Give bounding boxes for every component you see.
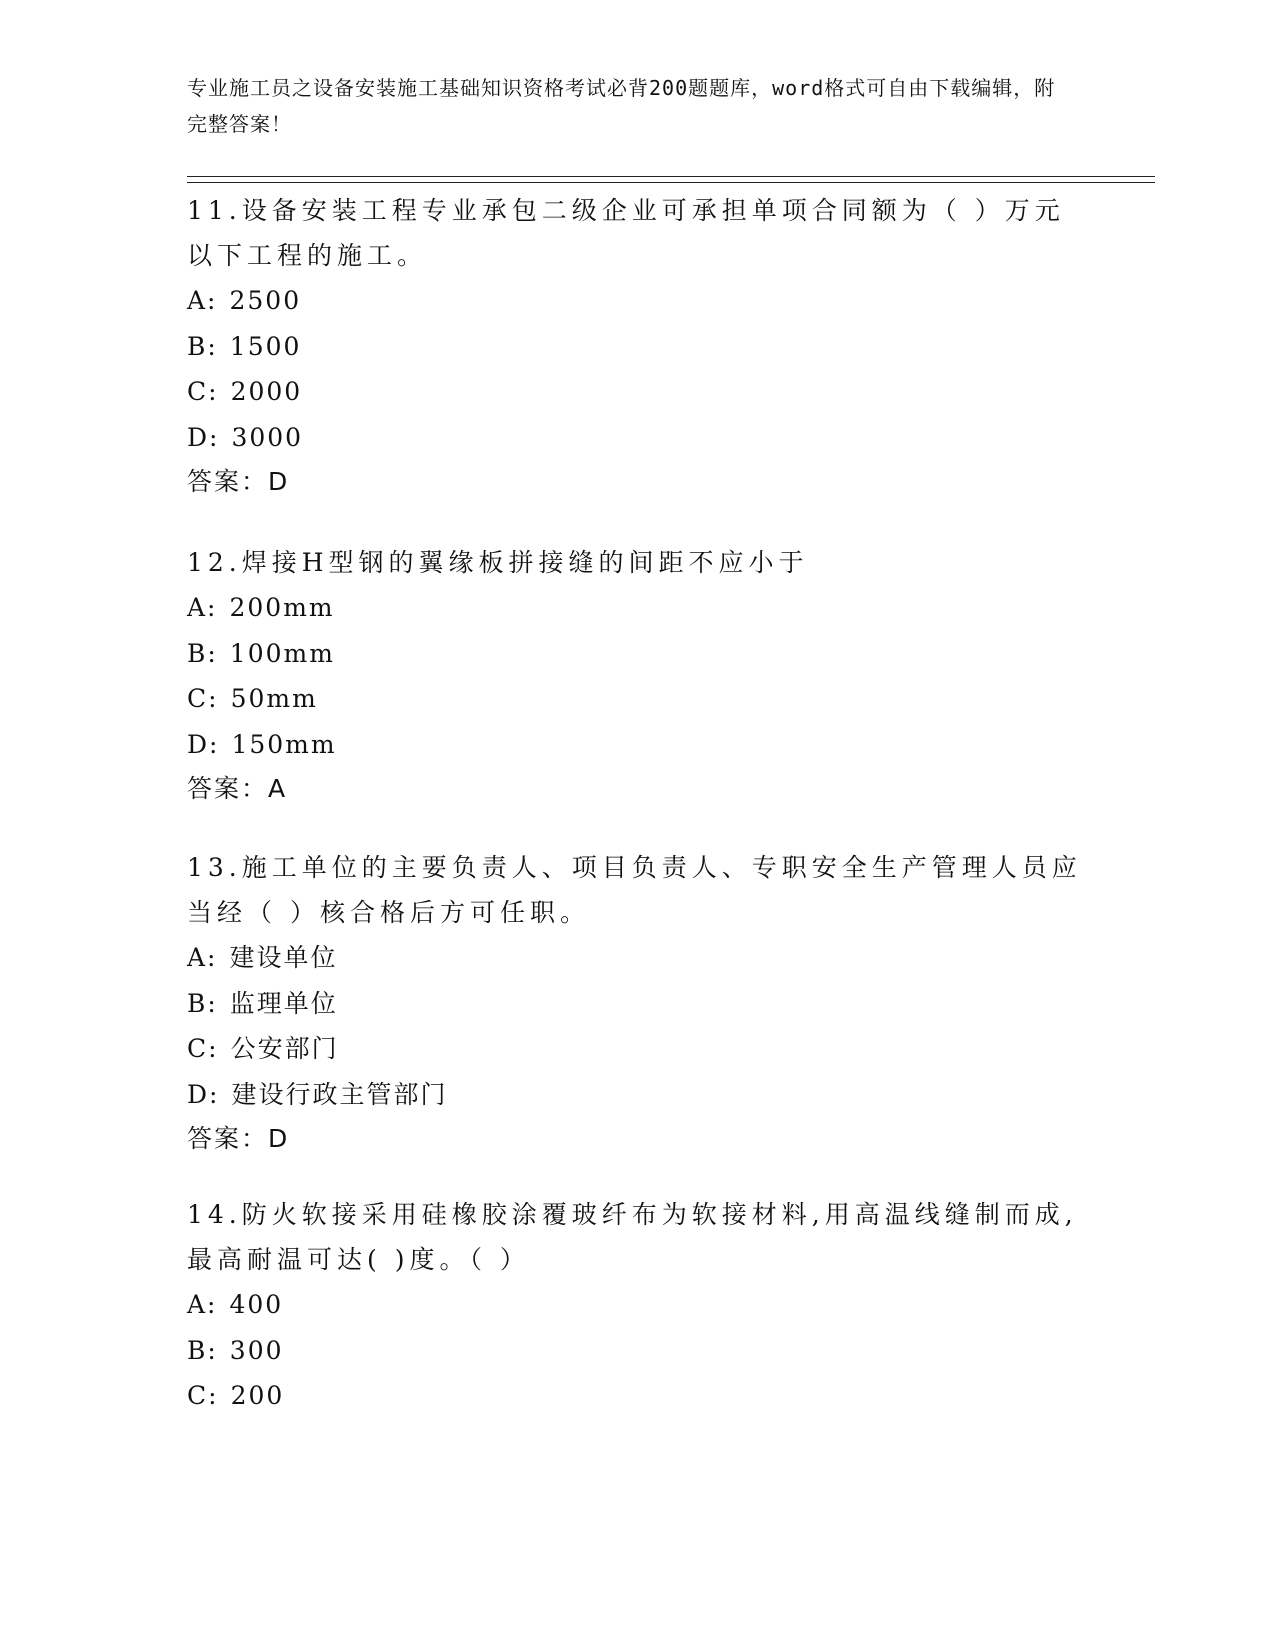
answer-text: 答案：D bbox=[187, 467, 290, 496]
option-c bbox=[187, 1026, 1087, 1072]
option-letter: C: bbox=[187, 1381, 219, 1410]
question-block-14 bbox=[187, 1192, 1087, 1419]
option-b bbox=[187, 1328, 1087, 1374]
option-value: 建设单位 bbox=[229, 943, 338, 972]
question-text: 11.设备安装工程专业承包二级企业可承担单项合同额为（ ）万元以下工程的施工。 bbox=[187, 196, 1065, 270]
option-d bbox=[187, 1072, 1087, 1118]
question-block-13 bbox=[187, 845, 1087, 1161]
option-letter: B: bbox=[187, 331, 218, 361]
option-b bbox=[187, 631, 1087, 677]
option-letter: D: bbox=[187, 729, 220, 759]
option-letter: D: bbox=[187, 422, 220, 452]
option-value: 100mm bbox=[229, 638, 335, 668]
option-value: 3000 bbox=[231, 422, 304, 452]
answer-text: 答案：D bbox=[187, 1124, 290, 1153]
option-value: 公安部门 bbox=[230, 1034, 339, 1063]
option-letter: B: bbox=[187, 1335, 218, 1365]
option-value: 300 bbox=[229, 1335, 284, 1365]
option-a bbox=[187, 585, 1087, 631]
option-letter: C: bbox=[187, 377, 219, 406]
question-block-12 bbox=[187, 540, 1087, 811]
option-a bbox=[187, 1282, 1087, 1328]
option-c bbox=[187, 676, 1087, 722]
question-text: 13.施工单位的主要负责人、项目负责人、专职安全生产管理人员应当经（ ）核合格后方可任职。 bbox=[187, 853, 1082, 927]
option-letter: A: bbox=[187, 593, 218, 622]
answer-text: 答案：A bbox=[187, 774, 288, 803]
option-value: 建设行政主管部门 bbox=[231, 1079, 448, 1109]
question-block-11 bbox=[187, 188, 1087, 504]
option-letter: B: bbox=[187, 988, 218, 1018]
option-value: 150mm bbox=[231, 729, 337, 759]
option-letter: A: bbox=[187, 943, 218, 972]
option-value: 200mm bbox=[229, 593, 335, 622]
option-b bbox=[187, 981, 1087, 1027]
header-divider-bottom bbox=[187, 182, 1155, 183]
option-letter: A: bbox=[187, 1290, 218, 1319]
option-letter: C: bbox=[187, 1034, 219, 1063]
document-header: 专业施工员之设备安装施工基础知识资格考试必背200题题库，word格式可自由下载编辑，附完整答案！ bbox=[187, 76, 1056, 136]
option-letter: A: bbox=[187, 286, 218, 315]
option-value: 200 bbox=[230, 1381, 285, 1410]
option-d bbox=[187, 415, 1087, 461]
option-value: 2500 bbox=[229, 286, 302, 315]
question-text: 12.焊接H型钢的翼缘板拼接缝的间距不应小于 bbox=[187, 548, 809, 577]
option-a bbox=[187, 935, 1087, 981]
option-c bbox=[187, 369, 1087, 415]
option-value: 400 bbox=[229, 1290, 284, 1319]
option-b bbox=[187, 324, 1087, 370]
question-text: 14.防火软接采用硅橡胶涂覆玻纤布为软接材料,用高温线缝制而成,最高耐温可达( )度。（ ） bbox=[187, 1200, 1078, 1274]
option-c bbox=[187, 1373, 1087, 1419]
option-letter: D: bbox=[187, 1079, 220, 1109]
option-letter: B: bbox=[187, 638, 218, 668]
option-value: 2000 bbox=[230, 377, 303, 406]
header-divider-top bbox=[187, 176, 1155, 177]
option-a bbox=[187, 278, 1087, 324]
option-value: 监理单位 bbox=[229, 988, 338, 1018]
option-value: 50mm bbox=[230, 684, 318, 713]
option-value: 1500 bbox=[229, 331, 302, 361]
option-d bbox=[187, 722, 1087, 768]
option-letter: C: bbox=[187, 684, 219, 713]
